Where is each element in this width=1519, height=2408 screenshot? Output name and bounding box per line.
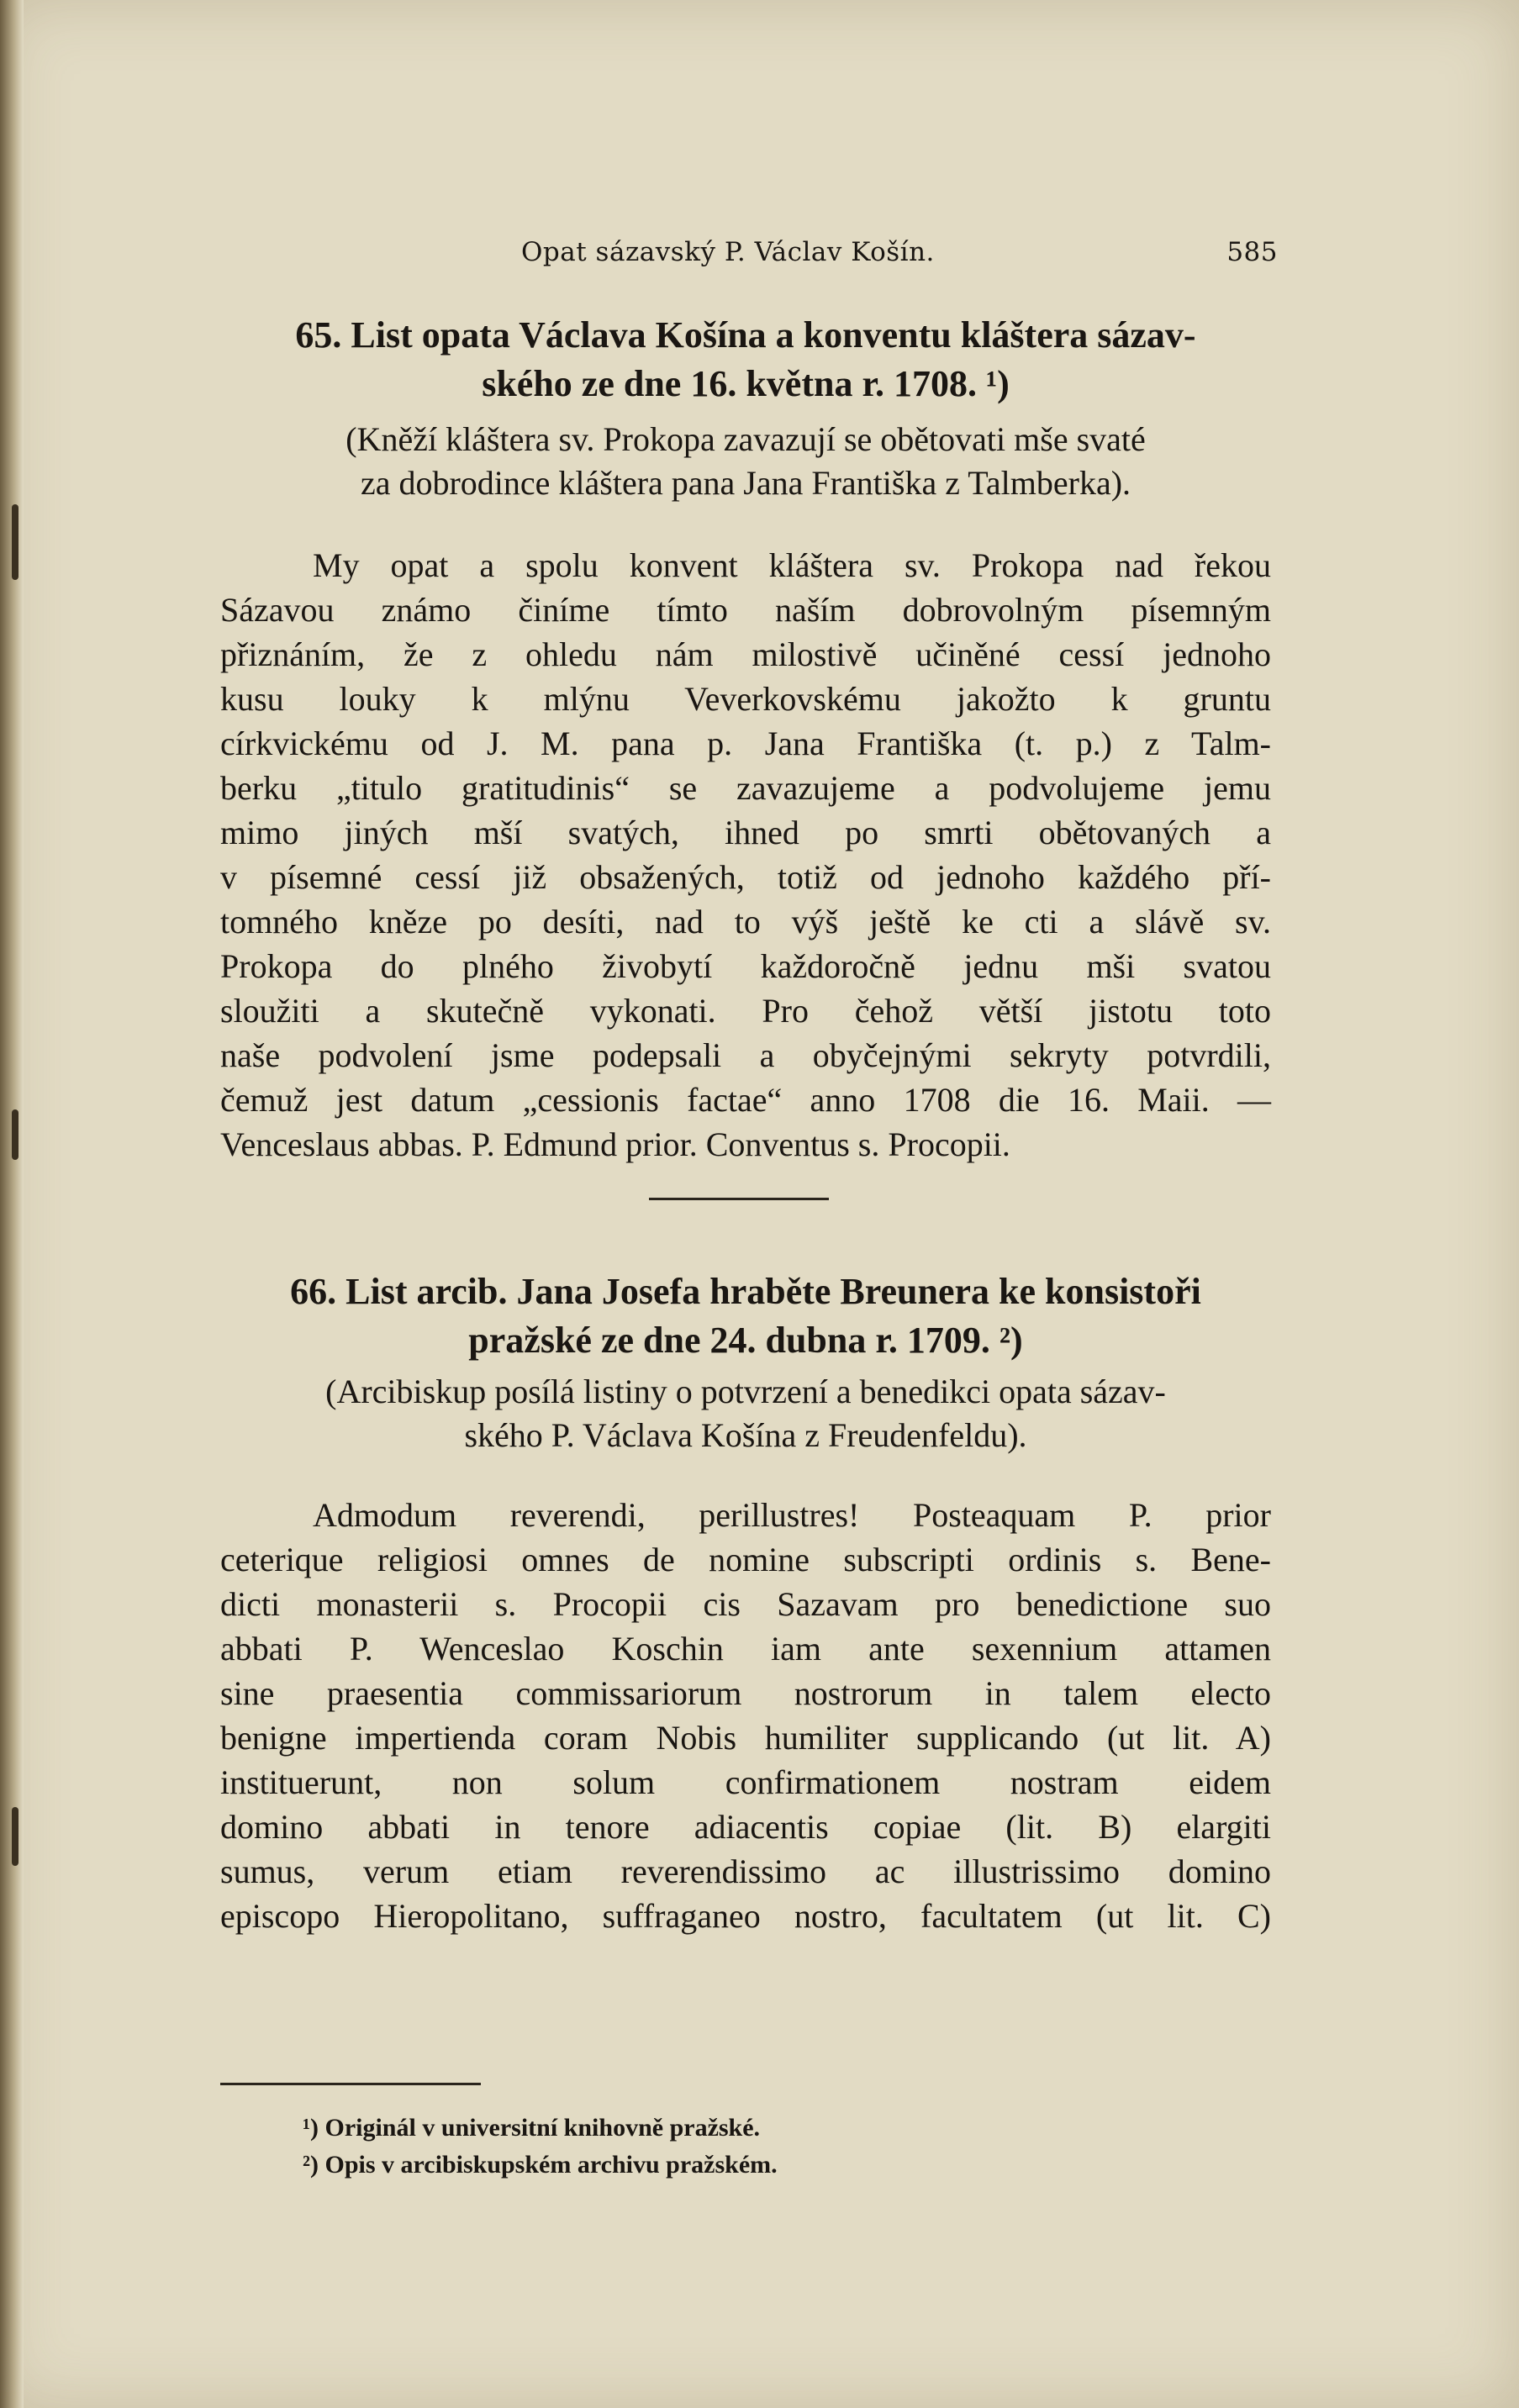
body-line: berku „titulo gratitudinis“ se zavazujeme a podvolujeme jemu bbox=[220, 769, 1271, 807]
heading-line: pražské ze dne 24. dubna r. 1709. ²) bbox=[468, 1320, 1023, 1361]
page-number: 585 bbox=[1226, 237, 1278, 267]
body-line: církvickému od J. M. pana p. Jana Františka (t. p.) z Talm- bbox=[220, 725, 1271, 762]
body-line: Venceslaus abbas. P. Edmund prior. Conventus s. Procopii. bbox=[220, 1125, 1010, 1163]
section-65-summary bbox=[220, 418, 1271, 505]
body-line: přiznáním, že z ohledu nám milostivě učiněné cessí jednoho bbox=[220, 635, 1271, 673]
edge-mark bbox=[12, 1807, 18, 1866]
body-line: naše podvolení jsme podepsali a obyčejnými sekryty potvrdili, bbox=[220, 1036, 1271, 1074]
summary-line: (Arcibiskup posílá listiny o potvrzení a benedikci opata sázav- bbox=[325, 1373, 1166, 1410]
body-line: sumus, verum etiam reverendissimo ac illustrissimo domino bbox=[220, 1852, 1271, 1890]
body-line: episcopo Hieropolitano, suffraganeo nostro, facultatem (ut lit. C) bbox=[220, 1897, 1271, 1935]
edge-mark bbox=[12, 504, 18, 580]
section-66-summary bbox=[220, 1370, 1271, 1457]
heading-line: ského ze dne 16. května r. 1708. ¹) bbox=[482, 363, 1010, 404]
body-line: My opat a spolu konvent kláštera sv. Prokopa nad řekou bbox=[313, 546, 1271, 584]
body-line: ceterique religiosi omnes de nomine subscripti ordinis s. Bene- bbox=[220, 1541, 1271, 1578]
section-66-heading bbox=[220, 1267, 1271, 1365]
body-line: dicti monasterii s. Procopii cis Sazavam pro benedictione suo bbox=[220, 1585, 1271, 1623]
summary-line: ského P. Václava Košína z Freudenfeldu). bbox=[464, 1416, 1027, 1454]
edge-mark bbox=[12, 1109, 18, 1160]
footnote-divider bbox=[220, 2083, 481, 2085]
section-65-heading bbox=[220, 311, 1271, 408]
footnote: ²) Opis v arcibiskupském archivu pražském. bbox=[303, 2151, 778, 2179]
body-line: benigne impertienda coram Nobis humiliter supplicando (ut lit. A) bbox=[220, 1719, 1271, 1757]
body-line: domino abbati in tenore adiacentis copiae (lit. B) elargiti bbox=[220, 1808, 1271, 1846]
footnote: ¹) Originál v universitní knihovně pražské. bbox=[303, 2114, 761, 2142]
book-spine-edge bbox=[0, 0, 24, 2408]
body-line: Prokopa do plného živobytí každoročně jednu mši svatou bbox=[220, 947, 1271, 985]
heading-line: 65. List opata Václava Košína a konventu kláštera sázav- bbox=[295, 314, 1196, 356]
running-title: Opat sázavský P. Václav Košín. bbox=[521, 237, 935, 267]
body-line: mimo jiných mší svatých, ihned po smrti obětovaných a bbox=[220, 814, 1271, 851]
body-line: v písemné cessí již obsažených, totiž od jednoho každého pří- bbox=[220, 858, 1271, 896]
summary-line: za dobrodince kláštera pana Jana Františka z Talmberka). bbox=[360, 464, 1131, 502]
body-line: instituerunt, non solum confirmationem nostram eidem bbox=[220, 1763, 1271, 1801]
section-65-body bbox=[220, 543, 1271, 1167]
section-66-body bbox=[220, 1493, 1271, 1938]
summary-line: (Kněží kláštera sv. Prokopa zavazují se obětovati mše svaté bbox=[345, 420, 1146, 458]
footnotes bbox=[303, 2110, 1059, 2184]
body-line: sine praesentia commissariorum nostrorum in talem electo bbox=[220, 1674, 1271, 1712]
body-line: kusu louky k mlýnu Veverkovskému jakožto k gruntu bbox=[220, 680, 1271, 718]
heading-line: 66. List arcib. Jana Josefa hraběte Breunera ke konsistoři bbox=[290, 1271, 1201, 1312]
body-line: sloužiti a skutečně vykonati. Pro čehož větší jistotu toto bbox=[220, 992, 1271, 1030]
body-line: tomného kněze po desíti, nad to výš ještě ke cti a slávě sv. bbox=[220, 903, 1271, 941]
body-line: Admodum reverendi, perillustres! Posteaquam P. prior bbox=[313, 1496, 1271, 1534]
body-line: abbati P. Wenceslao Koschin iam ante sexennium attamen bbox=[220, 1630, 1271, 1668]
body-line: čemuž jest datum „cessionis factae“ anno 1708 die 16. Maii. — bbox=[220, 1081, 1271, 1119]
body-line: Sázavou známo činíme tímto naším dobrovolným písemným bbox=[220, 591, 1271, 629]
section-divider bbox=[649, 1198, 829, 1200]
